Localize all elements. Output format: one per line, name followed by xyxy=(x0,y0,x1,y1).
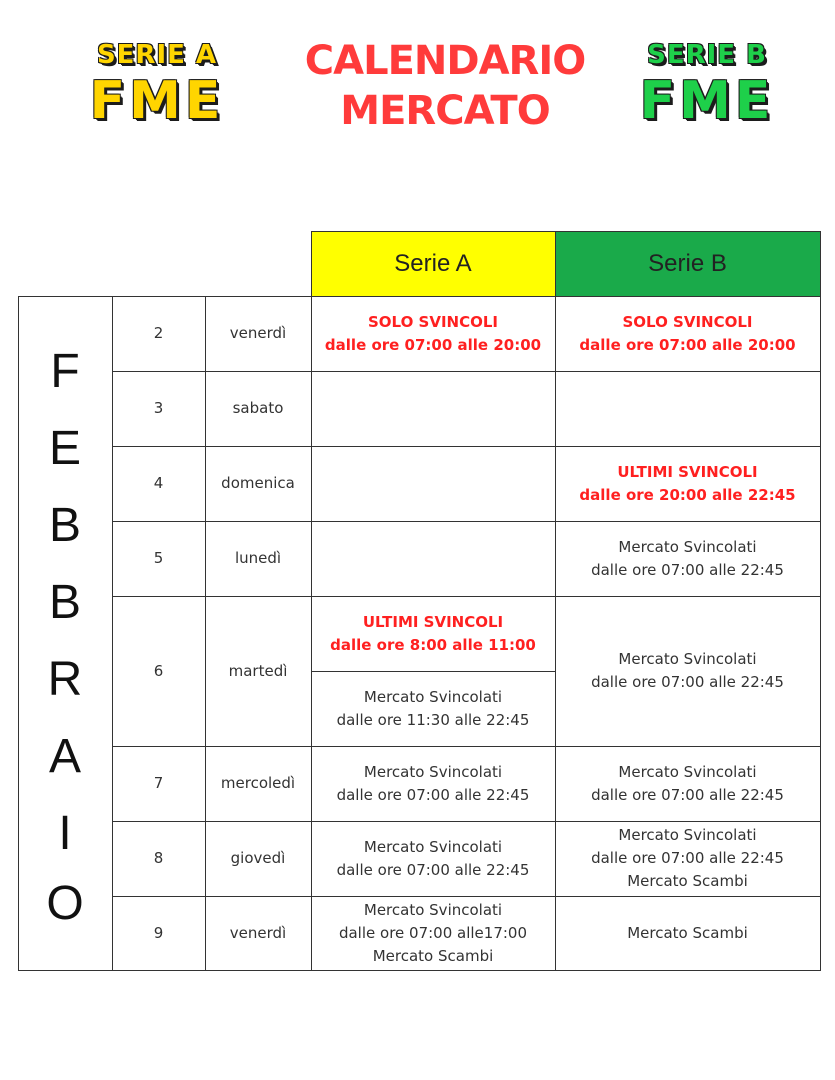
cell-line: Mercato Scambi xyxy=(372,946,494,965)
serie-a-cell xyxy=(311,446,555,521)
cell-line: ULTIMI SVINCOLI xyxy=(617,462,758,481)
cell-line: Mercato Svincolati xyxy=(363,900,503,919)
column-line xyxy=(205,296,206,970)
column-line xyxy=(112,296,113,970)
header-top-line xyxy=(311,231,820,232)
month-letter: R xyxy=(47,653,83,706)
weekday: mercoledì xyxy=(220,774,296,792)
day-number: 7 xyxy=(153,774,164,792)
cell-text xyxy=(330,611,536,657)
cell-line: dalle ore 07:00 alle 22:45 xyxy=(336,860,530,879)
serie-a-cell-afternoon xyxy=(311,671,555,746)
serie-b-cell xyxy=(555,821,820,896)
serie-b-cell xyxy=(555,596,820,746)
cell-line: Mercato Svincolati xyxy=(618,826,757,844)
row-line xyxy=(112,446,820,447)
row-line xyxy=(112,371,820,372)
column-line xyxy=(820,296,821,970)
header-serie-b: Serie B xyxy=(555,231,820,296)
column-line xyxy=(18,296,19,970)
cell-text xyxy=(337,686,530,732)
cell-text xyxy=(579,311,795,357)
serie-a-cell xyxy=(311,896,555,970)
body-bottom-line xyxy=(18,970,821,971)
cell-line: Mercato Svincolati xyxy=(618,762,757,781)
cell-text xyxy=(337,761,530,807)
page-title xyxy=(230,36,660,136)
cell-line: dalle ore 07:00 alle 22:45 xyxy=(591,849,784,867)
title-line1: CALENDARIO xyxy=(304,38,586,84)
cell-line: Mercato Scambi xyxy=(627,872,748,890)
month-letter: E xyxy=(48,422,81,475)
row-line xyxy=(112,821,820,822)
cell-line: dalle ore 11:30 alle 22:45 xyxy=(336,710,530,729)
cell-line: dalle ore 8:00 alle 11:00 xyxy=(330,635,536,654)
cell-line: Mercato Svincolati xyxy=(618,537,757,556)
row-line xyxy=(112,596,820,597)
row-line xyxy=(112,746,820,747)
day-number: 3 xyxy=(153,399,164,417)
cell-line: dalle ore 20:00 alle 22:45 xyxy=(579,485,796,504)
cell-line: SOLO SVINCOLI xyxy=(368,312,498,331)
serie-a-cell xyxy=(311,821,555,896)
serie-a-cell-morning xyxy=(311,596,555,671)
weekday: venerdì xyxy=(229,324,287,342)
serie-a-cell xyxy=(311,371,555,446)
cell-text xyxy=(591,648,784,694)
cell-line: dalle ore 07:00 alle 20:00 xyxy=(579,335,796,354)
serie-a-cell xyxy=(311,296,555,371)
logo-a-line2: FME xyxy=(89,71,225,131)
cell-line: Mercato Scambi xyxy=(627,923,748,942)
column-line xyxy=(555,296,556,970)
body-top-line xyxy=(18,296,821,297)
header-mid-line xyxy=(555,231,556,296)
month-letter: B xyxy=(48,576,81,629)
cell-line: dalle ore 07:00 alle17:00 xyxy=(338,923,528,942)
month-letter: B xyxy=(48,499,81,552)
serie-a-fme-logo xyxy=(82,38,232,130)
cell-line: Mercato Svincolati xyxy=(363,687,503,706)
month-letter: A xyxy=(48,730,81,783)
row-line xyxy=(112,896,820,897)
cell-text xyxy=(339,899,527,968)
serie-b-fme-logo xyxy=(632,38,782,130)
day-number: 4 xyxy=(153,474,164,492)
day-number: 5 xyxy=(153,549,164,567)
day-number: 9 xyxy=(153,923,164,942)
cell-line: dalle ore 07:00 alle 22:45 xyxy=(591,560,784,579)
weekday: lunedì xyxy=(234,549,282,567)
cell-line: SOLO SVINCOLI xyxy=(622,312,753,331)
serie-a-cell xyxy=(311,746,555,821)
serie-b-cell xyxy=(555,521,820,596)
serie-b-cell xyxy=(555,896,820,970)
cell-line: dalle ore 07:00 alle 20:00 xyxy=(324,335,542,354)
header-right-line xyxy=(820,231,821,296)
cell-text xyxy=(591,761,784,807)
cell-line: dalle ore 07:00 alle 22:45 xyxy=(591,673,784,691)
weekday: domenica xyxy=(221,474,295,492)
cell-text xyxy=(325,311,541,357)
cell-text xyxy=(579,461,795,507)
header-left-line xyxy=(311,231,312,296)
weekday: martedì xyxy=(228,661,288,680)
logo-a-line1: SERIE A xyxy=(96,40,218,70)
cell-line: dalle ore 07:00 alle 22:45 xyxy=(591,785,784,804)
logo-b-line1: SERIE B xyxy=(647,40,767,70)
day-number: 8 xyxy=(153,849,164,867)
cell-line: Mercato Svincolati xyxy=(363,762,503,781)
serie-b-cell xyxy=(555,746,820,821)
serie-a-cell xyxy=(311,521,555,596)
column-line xyxy=(311,296,312,970)
cell-line: Mercato Svincolati xyxy=(363,837,503,856)
cell-line: ULTIMI SVINCOLI xyxy=(362,612,504,631)
day-number: 6 xyxy=(153,661,164,680)
title-line2: MERCATO xyxy=(340,88,550,134)
day-number: 2 xyxy=(153,324,164,342)
serie-b-cell xyxy=(555,446,820,521)
serie-b-cell xyxy=(555,371,820,446)
cell-line: dalle ore 07:00 alle 22:45 xyxy=(336,785,530,804)
weekday: venerdì xyxy=(229,923,287,942)
weekday: sabato xyxy=(232,399,284,417)
cell-text xyxy=(337,836,530,882)
month-letter: F xyxy=(50,345,80,398)
cell-line: Mercato Svincolati xyxy=(618,650,757,668)
row-line xyxy=(112,521,820,522)
logo-b-line2: FME xyxy=(639,71,775,131)
serie-b-cell xyxy=(555,296,820,371)
cell-text xyxy=(591,536,784,582)
month-letter: O xyxy=(46,877,84,930)
split-line xyxy=(311,671,555,672)
month-letter: I xyxy=(58,807,72,860)
weekday: giovedì xyxy=(230,849,286,867)
cell-text xyxy=(591,824,784,893)
cell-text xyxy=(627,922,748,945)
header-serie-a: Serie A xyxy=(311,231,555,296)
